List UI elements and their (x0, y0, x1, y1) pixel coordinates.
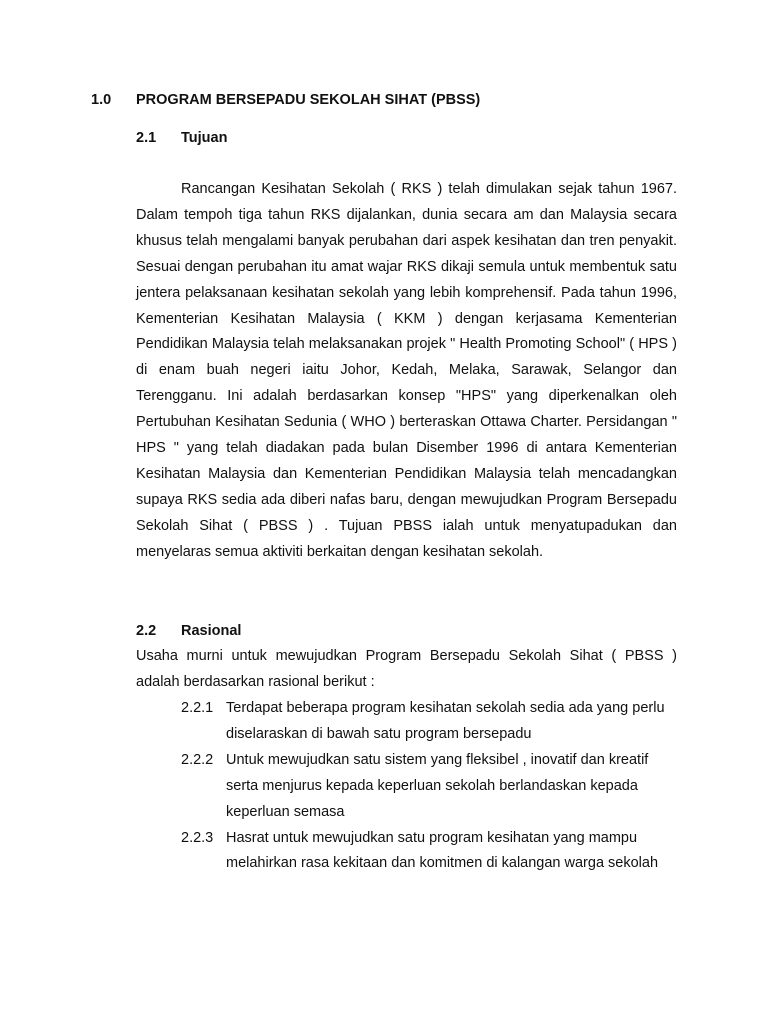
section-2-1-title: Tujuan (181, 130, 228, 146)
section-2-1-number: 2.1 (136, 130, 157, 146)
list-item (181, 826, 681, 878)
list-item-number: 2.2.2 (181, 751, 214, 768)
list-item-number: 2.2.3 (181, 829, 214, 846)
section-2-2-title: Rasional (181, 623, 242, 639)
tujuan-paragraph: Rancangan Kesihatan Sekolah ( RKS ) telah dimulakan sejak tahun 1967. Dalam tempoh tiga tahun RKS dijalankan, dunia secara am dan Malaysia secara khusus telah mengalami banyak perubahan dari aspek kesihatan dan tren penyakit. Sesuai dengan perubahan itu amat wajar RKS dikaji semula untuk membentuk satu jentera pelaksanaan kesihatan sekolah yang lebih komprehensif. Pada tahun 1996, Kementerian Kesihatan Malaysia ( KKM ) dengan kerjasama Kementerian Pendidikan Malaysia telah melaksanakan projek " Health Promoting School" ( HPS ) di enam buah negeri iaitu Johor, Kedah, Melaka, Sarawak, Selangor dan Terengganu. Ini adalah berdasarkan konsep "HPS" yang diperkenalkan oleh Pertubuhan Kesihatan Sedunia ( WHO ) berteraskan Ottawa Charter. Persidangan " HPS " yang telah diadakan pada bulan Disember 1996 di antara Kementerian Kesihatan Malaysia dan Kementerian Pendidikan Malaysia telah mencadangkan supaya RKS sedia ada diberi nafas baru, dengan mewujudkan Program Bersepadu Sekolah Sihat ( PBSS ) . Tujuan PBSS ialah untuk menyatupadukan dan menyelaras semua aktiviti berkaitan dengan kesihatan sekolah. (136, 181, 677, 560)
list-item-number: 2.2.1 (181, 700, 214, 716)
section-2-2-number: 2.2 (136, 623, 157, 639)
list-item-text: Hasrat untuk mewujudkan satu program kesihatan yang mampu melahirkan rasa kekitaan dan komitmen di kalangan warga sekolah (226, 829, 659, 872)
list-item (181, 748, 681, 826)
section-1-title: PROGRAM BERSEPADU SEKOLAH SIHAT (PBSS) (136, 92, 481, 108)
list-item-text: Terdapat beberapa program kesihatan sekolah sedia ada yang perlu diselaraskan di bawah satu program bersepadu (226, 700, 665, 742)
list-item (181, 696, 681, 748)
section-1-number: 1.0 (91, 92, 112, 108)
list-item-text: Untuk mewujudkan satu sistem yang fleksibel , inovatif dan kreatif serta menjurus kepada keperluan sekolah berlandaskan kepada keperluan semasa (226, 751, 649, 820)
rasional-intro-paragraph: Usaha murni untuk mewujudkan Program Bersepadu Sekolah Sihat ( PBSS ) adalah berdasarkan rasional berikut : (136, 648, 677, 690)
rasional-list (181, 696, 681, 877)
